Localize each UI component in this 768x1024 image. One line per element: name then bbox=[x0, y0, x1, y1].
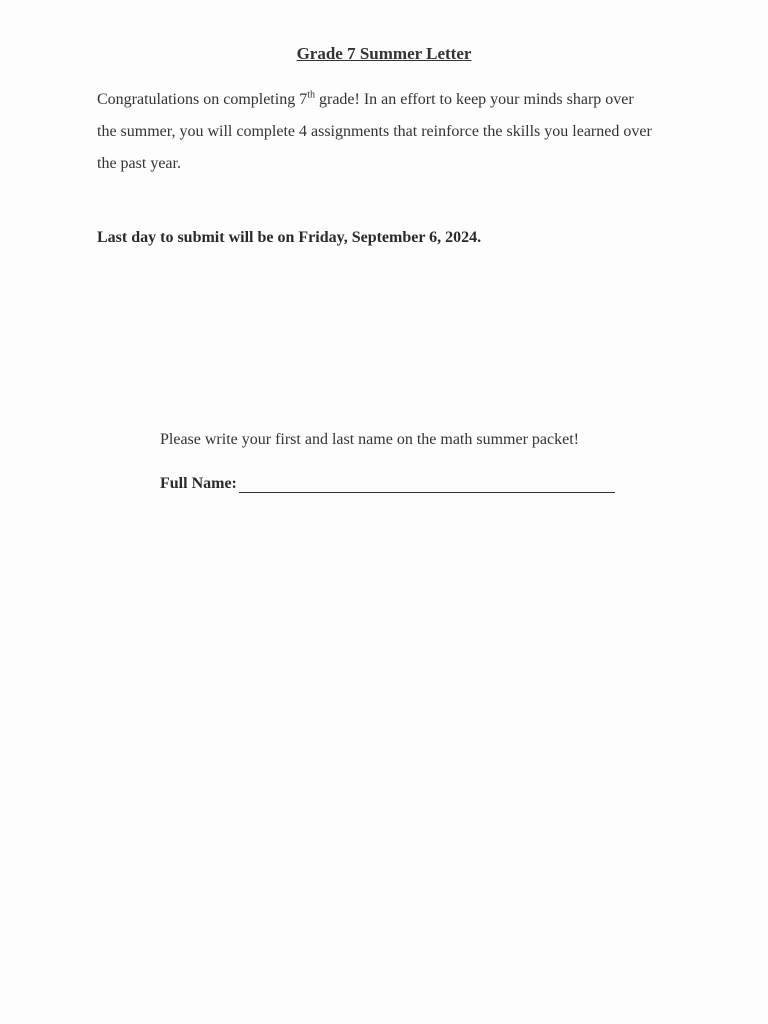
intro-paragraph bbox=[97, 84, 657, 180]
page-title: Grade 7 Summer Letter bbox=[296, 44, 472, 63]
full-name-label: Full Name: bbox=[160, 475, 237, 492]
intro-text-end: grade! In an effort to keep your minds sharp over the summer, you will complete 4 assignments that reinforce the skills you learned over the past year. bbox=[97, 91, 652, 172]
full-name-blank-line[interactable] bbox=[239, 476, 615, 493]
deadline-notice: Last day to submit will be on Friday, September 6, 2024. bbox=[97, 229, 482, 246]
full-name-row bbox=[160, 475, 615, 493]
intro-text-start: Congratulations on completing 7 bbox=[97, 91, 308, 108]
name-instruction: Please write your first and last name on the math summer packet! bbox=[160, 431, 579, 448]
ordinal-suffix: th bbox=[307, 89, 315, 101]
